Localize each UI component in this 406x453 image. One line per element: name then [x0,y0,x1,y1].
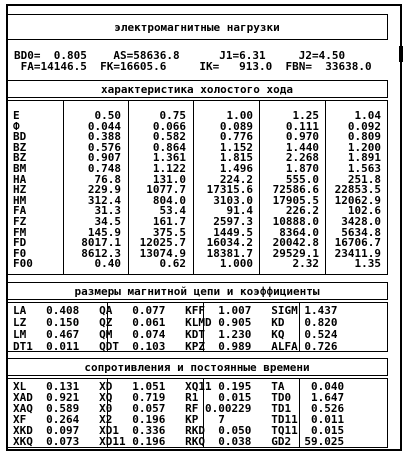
magnetic-line: DT1 0.011 QDT 0.103 KPZ 0.989 ALFA 0.726 [13,340,338,353]
noload-cell: 1.122 [152,161,186,175]
noload-column [261,111,319,270]
noload-cell: 22853.5 [334,183,381,197]
magnetic-title-text: размеры магнитной цепи и коэффициенты [74,285,320,298]
noload-cell: 0.092 [347,119,381,133]
noload-cell: 1.000 [219,257,253,271]
noload-row-label: F00 [13,257,33,271]
noload-cell: 2.268 [285,151,319,165]
noload-cell: 12025.7 [139,236,186,250]
magnetic-table [6,302,388,352]
noload-cell: 29529.1 [272,246,319,260]
noload-cell: 2597.3 [213,214,253,228]
noload-row-label: FA [13,204,27,218]
noload-cell: 1.152 [219,140,253,154]
title-banner [6,14,388,40]
resist-line: XKD 0.097 XD1 0.336 RKD 0.050 TQ11 0.015 [13,424,345,437]
noload-title [6,80,388,98]
noload-col-divider [325,101,326,274]
noload-cell: 131.0 [152,172,186,186]
noload-cell: 0.066 [152,119,186,133]
noload-cell: 20042.8 [272,236,319,250]
noload-cell: 0.62 [159,257,186,271]
noload-cell: 1.815 [219,151,253,165]
noload-cell: 1.00 [226,109,253,122]
noload-cell: 0.50 [94,109,121,122]
noload-cell: 0.809 [347,130,381,144]
noload-cell: 804.0 [152,193,186,207]
noload-row-label: HA [13,172,27,186]
noload-cell: 102.6 [347,204,381,218]
loads-line-2: FA=14146.5 FK=16605.6 IK= 913.0 FBN= 33638.0 [14,60,372,73]
noload-cell: 91.4 [226,204,253,218]
noload-cell: 1.496 [219,161,253,175]
noload-row-label: BZ [13,151,27,165]
resist-table [6,378,388,448]
noload-cell: 0.970 [285,130,319,144]
noload-cell: 1.35 [354,257,381,271]
noload-cell: 1.891 [347,151,381,165]
noload-cell: 375.5 [152,225,186,239]
noload-cell: 16706.7 [334,236,381,250]
noload-cell: 1.563 [347,161,381,175]
noload-cell: 145.9 [87,225,121,239]
noload-cell: 312.4 [87,193,121,207]
noload-col-divider [63,101,64,274]
noload-cell: 0.40 [94,257,121,271]
noload-col-divider [259,101,260,274]
noload-table [6,100,388,275]
noload-cell: 0.388 [87,130,121,144]
noload-cell: 16034.2 [206,236,253,250]
noload-cell: 0.864 [152,140,186,154]
resist-line: XAD 0.921 XQ 0.719 R1 0.015 TD0 1.647 [13,391,345,404]
noload-column [195,111,253,270]
noload-row-label: HM [13,193,27,207]
magnetic-line: LM 0.467 QM 0.074 KDT 1.230 KQ 0.524 [13,328,338,341]
noload-cell: 0.776 [219,130,253,144]
noload-cell: 13074.9 [139,246,186,260]
noload-row-label: FZ [13,214,27,228]
noload-column [327,111,381,270]
noload-cell: 229.9 [87,183,121,197]
noload-row-label: FM [13,225,27,239]
noload-row-label: E [13,109,20,122]
noload-cell: 0.582 [152,130,186,144]
resist-title [6,358,388,376]
noload-column [130,111,186,270]
resist-line: XKQ 0.073 XD11 0.196 RKQ 0.038 GD2 59.025 [13,435,345,448]
noload-column [65,111,121,270]
noload-cell: 555.0 [285,172,319,186]
magnetic-title [6,282,388,300]
noload-col-divider [128,101,129,274]
noload-cell: 0.75 [159,109,186,122]
noload-cell: 17905.5 [272,193,319,207]
resist-line: XL 0.131 XD 1.051 XQ11 0.195 TA 0.040 [13,380,345,393]
noload-cell: 2.32 [292,257,319,271]
noload-cell: 1.440 [285,140,319,154]
noload-cell: 251.8 [347,172,381,186]
resist-title-text: сопротивления и постоянные времени [84,361,310,374]
noload-cell: 72586.6 [272,183,319,197]
noload-cell: 23411.9 [334,246,381,260]
noload-cell: 1.25 [292,109,319,122]
noload-cell: 31.3 [94,204,121,218]
report-title: электромагнитные нагрузки [114,21,280,34]
loads-line-1: BD0= 0.805 AS=58636.8 J1=6.31 J2=4.50 [14,49,346,62]
magnetic-line: LA 0.408 QA 0.077 KFF 1.007 SIGM 1.437 [13,304,338,317]
noload-cell: 0.111 [285,119,319,133]
noload-cell: 17315.6 [206,183,253,197]
noload-cell: 226.2 [285,204,319,218]
noload-cell: 0.576 [87,140,121,154]
noload-cell: 0.089 [219,119,253,133]
noload-cell: 12062.9 [334,193,381,207]
noload-cell: 34.5 [94,214,121,228]
noload-row-label: F0 [13,246,27,260]
noload-cell: 1.361 [152,151,186,165]
noload-cell: 1077.7 [146,183,186,197]
noload-row-labels [13,111,33,270]
noload-cell: 161.7 [152,214,186,228]
resist-line: XF 0.264 X2 0.196 KP 7 TD11 0.011 [13,413,345,426]
noload-cell: 3428.0 [341,214,381,228]
noload-cell: 0.748 [87,161,121,175]
resist-line: XAQ 0.589 X0 0.057 RF 0.00229 TD1 0.526 [13,402,345,415]
noload-cell: 0.044 [87,119,121,133]
noload-cell: 8364.0 [279,225,319,239]
scroll-marker[interactable] [399,46,403,62]
noload-cell: 76.8 [94,172,121,186]
noload-cell: 1.200 [347,140,381,154]
noload-cell: 3103.0 [213,193,253,207]
noload-row-label: BZ [13,140,27,154]
noload-cell: 8017.1 [81,236,121,250]
noload-row-label: Ф [13,119,20,133]
noload-row-label: BD [13,130,27,144]
noload-cell: 5634.8 [341,225,381,239]
noload-cell: 10888.0 [272,214,319,228]
noload-cell: 18381.7 [206,246,253,260]
magnetic-line: LZ 0.150 QZ 0.061 KLMD 0.905 KD 0.820 [13,316,338,329]
noload-title-text: характеристика холостого хода [100,83,294,96]
noload-cell: 1.04 [354,109,381,122]
noload-row-label: BM [13,161,27,175]
noload-row-label: FD [13,236,27,250]
noload-cell: 8612.3 [81,246,121,260]
noload-cell: 1.870 [285,161,319,175]
noload-row-label: HZ [13,183,27,197]
noload-cell: 224.2 [219,172,253,186]
noload-cell: 53.4 [159,204,186,218]
noload-cell: 0.907 [87,151,121,165]
noload-cell: 1449.5 [213,225,253,239]
noload-col-divider [193,101,194,274]
